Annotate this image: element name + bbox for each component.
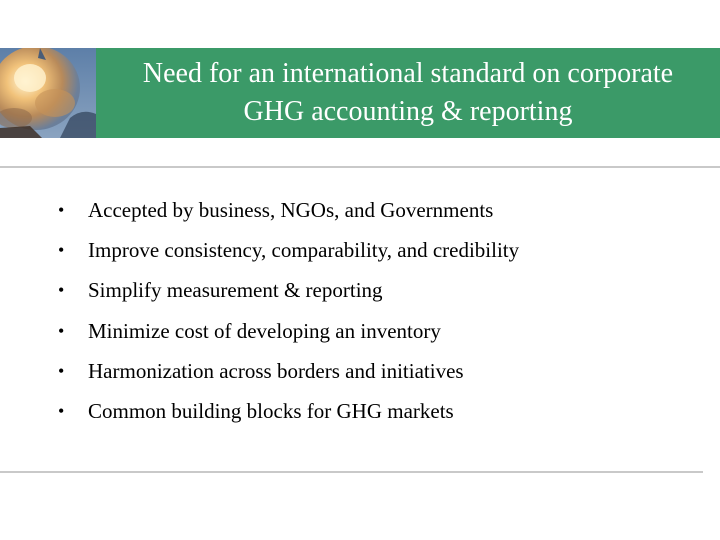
- bullet-text: Minimize cost of developing an inventory: [88, 318, 441, 343]
- bullet-marker: •: [58, 320, 65, 341]
- bullet-text: Simplify measurement & reporting: [88, 278, 383, 303]
- bullet-marker: •: [58, 199, 65, 220]
- bullet-marker: •: [58, 239, 65, 260]
- top-divider: [0, 166, 720, 168]
- bullet-marker: •: [58, 401, 65, 422]
- bullet-item: [58, 230, 519, 270]
- smoke-plume-image: [0, 48, 96, 138]
- slide-title-line-1: Need for an international standard on corporate: [142, 58, 674, 89]
- slide-title: [143, 55, 673, 131]
- bullet-item: [58, 351, 519, 391]
- bullet-list: [58, 190, 519, 432]
- bullet-item: [58, 271, 519, 311]
- bullet-marker: •: [58, 360, 65, 381]
- bottom-divider: [0, 471, 703, 473]
- bullet-item: [58, 190, 519, 230]
- slide-title-line-2: GHG accounting & reporting: [243, 96, 573, 127]
- bullet-text: Improve consistency, comparability, and credibility: [88, 237, 520, 262]
- bullet-text: Common building blocks for GHG markets: [88, 399, 454, 424]
- bullet-marker: •: [58, 280, 65, 301]
- bullet-item: [58, 391, 519, 431]
- bullet-item: [58, 311, 519, 351]
- bullet-text: Accepted by business, NGOs, and Governments: [88, 197, 494, 222]
- title-band: [96, 48, 720, 138]
- bullet-text: Harmonization across borders and initiatives: [88, 358, 464, 383]
